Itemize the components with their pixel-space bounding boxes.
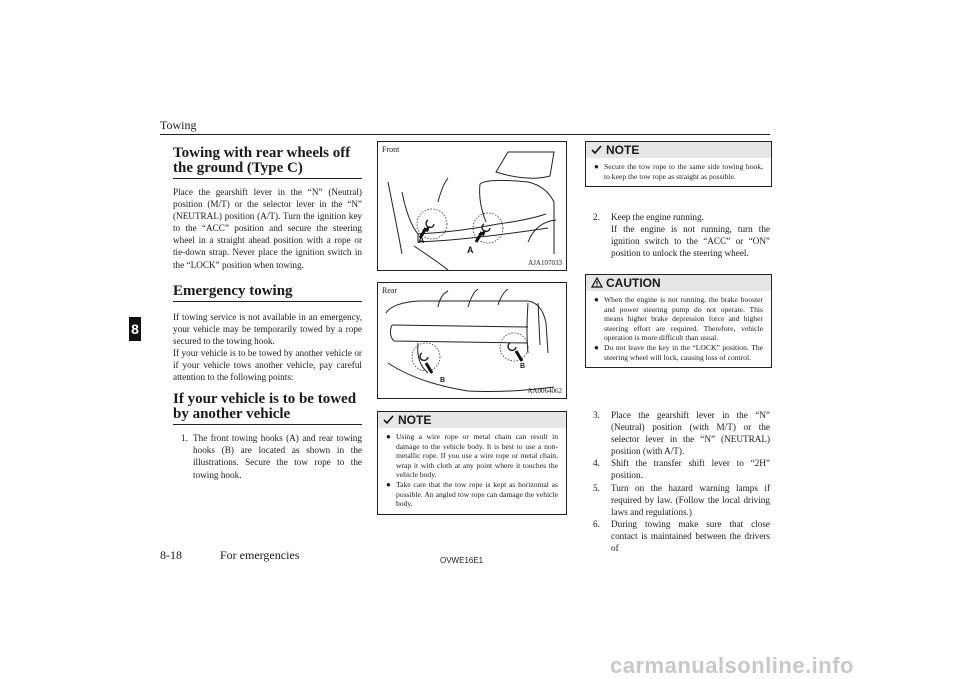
hook-a-marker-2: A (467, 245, 474, 255)
type-c-paragraph: Place the gearshift lever in the “N” (Neutral) position (M/T) or the selector lever in the “N” (NEUTRAL) position (A/T). Turn the ignition key to the “ACC” position and secure the steering wheel in a straight ahead position with a rope or tie-down strap. Never place the ignition switch in the “LOCK” position when towing. (173, 187, 362, 270)
step-item (593, 409, 770, 457)
step-number: 6. (593, 518, 600, 529)
note-item (386, 480, 558, 509)
step-subtext: If the engine is not running, turn the ignition switch to the “ACC” or “ON” position to unlock the steering wheel. (611, 224, 770, 259)
header-rule (160, 134, 770, 135)
note-box-same-side (585, 141, 772, 187)
bullet-icon: ● (386, 432, 391, 441)
note-title: NOTE (606, 143, 640, 157)
bullet-icon: ● (594, 295, 599, 304)
step-number: 5. (593, 482, 600, 493)
step-2-block (593, 211, 770, 259)
rear-bumper-illustration (378, 283, 566, 398)
step-number: 2. (593, 212, 600, 222)
bullet-icon: ● (386, 479, 391, 489)
step-number: 4. (593, 458, 600, 469)
footer-doc-code: OVWE16E1 (440, 556, 484, 565)
caution-header (586, 275, 771, 291)
running-header: Towing (160, 118, 197, 132)
note-header (378, 412, 566, 428)
note-header (586, 142, 771, 158)
section-heading-type-c: Towing with rear wheels off the ground (Type C) (173, 146, 362, 179)
step-item (593, 211, 770, 259)
emergency-paragraph-2: If your vehicle is to be towed by another vehicle or if your vehicle tows another vehicle, pay careful attention to the following points: (173, 347, 362, 383)
caution-item-text: When the engine is not running, the brake booster and power steering pump do not operate. This means higher brake depression force and higher steering effort are required. Therefore, vehicle operation is more difficult than usual. (604, 295, 763, 343)
figure-rear-towing-hooks (377, 282, 567, 399)
note-body (378, 428, 566, 514)
step-number: 1. (181, 433, 188, 444)
steps-3-6-list (593, 409, 770, 554)
step-text: Turn on the hazard warning lamps if required by law. (Follow the local driving laws and regulations.) (611, 482, 770, 517)
figure-rear-label: Rear (382, 286, 398, 295)
note-item (594, 162, 763, 181)
step-item (593, 482, 770, 518)
bullet-icon: ● (594, 342, 599, 352)
step-item (593, 518, 770, 554)
warning-triangle-icon (591, 277, 603, 288)
note-box-wire-rope (377, 411, 567, 515)
note-check-icon (383, 415, 394, 425)
note-body (586, 158, 771, 186)
towed-steps-list (173, 432, 362, 480)
note-check-icon (591, 145, 602, 155)
figure-front-label: Front (382, 145, 400, 154)
caution-title: CAUTION (606, 276, 661, 290)
section-body-emergency (173, 311, 362, 384)
caution-body (586, 291, 771, 367)
hook-b-marker-1: B (440, 377, 446, 384)
caution-box (585, 274, 772, 368)
watermark-logo: carmanualsonline.info (610, 653, 854, 678)
footer-chapter-title: For emergencies (220, 548, 300, 562)
section-heading-towed: If your vehicle is to be towed by another vehicle (173, 392, 362, 425)
step-text: Shift the transfer shift lever to “2H” position. (611, 458, 770, 481)
caution-item-text: Do not leave the key in the “LOCK” position. The steering wheel will lock, causing loss of control. (604, 342, 763, 362)
note-title: NOTE (398, 413, 432, 427)
step-item (593, 457, 770, 481)
step-text: Place the gearshift lever in the “N” (Neutral) position (with M/T) or the selector lever in the “N” (NEUTRAL) position (with A/T). (611, 410, 770, 457)
figure-front-towing-hooks (377, 141, 567, 271)
figure-rear-code: AA0064062 (527, 387, 562, 395)
left-column (173, 146, 362, 481)
note-item-text: Secure the tow rope to the same side towing hook, to keep the tow rope as straight as possible. (604, 162, 763, 181)
step-number: 3. (593, 410, 600, 420)
towed-step-item (173, 432, 362, 480)
hook-a-marker-1: A (418, 235, 425, 245)
section-heading-emergency (173, 284, 362, 302)
footer-page-number: 8-18 (160, 548, 182, 562)
chapter-tab: 8 (129, 317, 141, 341)
bullet-icon: ● (594, 162, 599, 171)
step-text: Keep the engine running. (611, 212, 704, 222)
emergency-paragraph-1: If towing service is not available in an emergency, your vehicle may be temporarily towed by a rope secured to the towing hook. (173, 311, 362, 346)
step-text: The front towing hooks (A) and rear towing hooks (B) are located as shown in the illustrations. Secure the tow rope to the towing hook. (193, 433, 362, 480)
step-text: During towing make sure that close contact is maintained between the drivers of (611, 518, 770, 554)
caution-item (594, 343, 763, 362)
caution-item (594, 295, 763, 343)
emergency-heading-text: Emergency towing (173, 282, 293, 299)
section-body-type-c (173, 186, 362, 271)
hook-b-marker-2: B (520, 363, 526, 370)
figure-front-code: AJA107033 (528, 259, 562, 267)
note-item-text: Take care that the tow rope is kept as horizontal as possible. An angled tow rope can damage the vehicle body. (396, 479, 558, 509)
note-item (386, 432, 558, 480)
note-item-text: Using a wire rope or metal chain can result in damage to the vehicle body. It is best to use a non-metallic rope. If you use a wire rope or metal chain, wrap it with cloth at any point where it touches the vehicle body. (396, 432, 558, 480)
